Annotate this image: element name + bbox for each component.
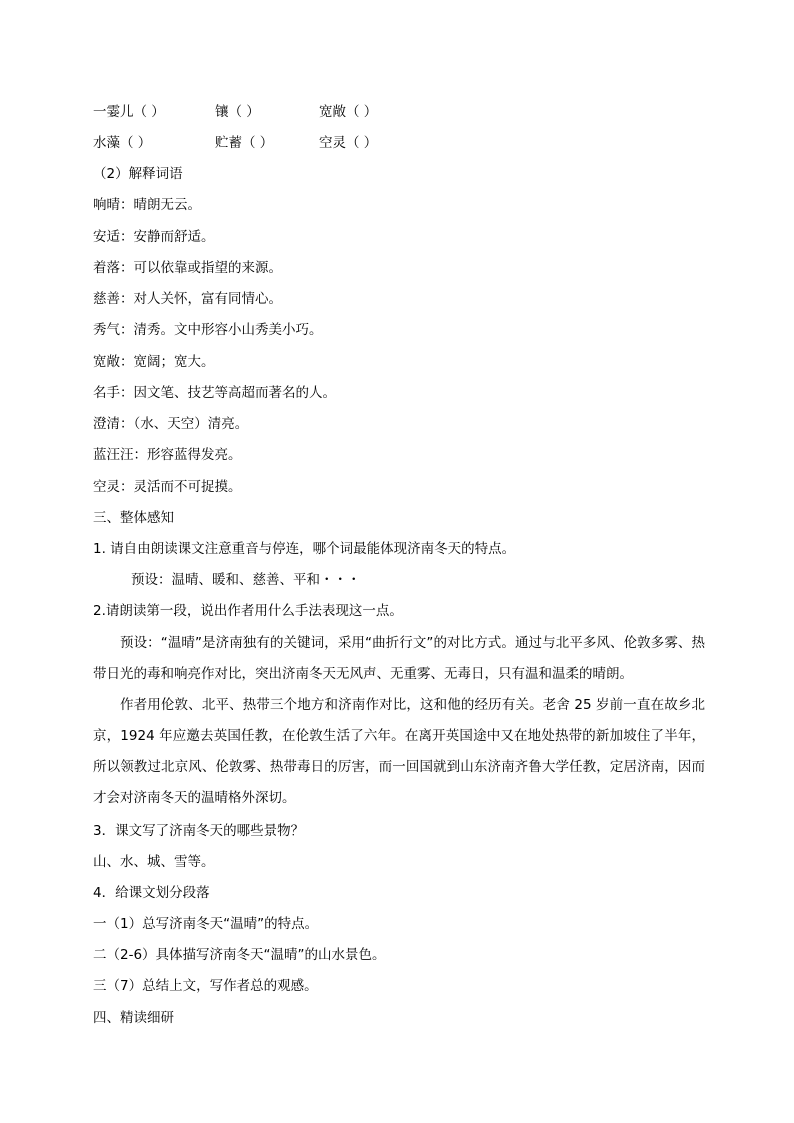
vocab-row-1 — [93, 102, 377, 122]
definition-item: 着落：可以依靠或指望的来源。 — [93, 260, 282, 276]
section-heading-close-reading: 四、精读细研 — [93, 1010, 174, 1026]
definition-item: 秀气：清秀。文中形容小山秀美小巧。 — [93, 322, 323, 338]
answer-paragraph: 作者用伦敦、北平、热带三个地方和济南作对比，这和他的经历有关。老舍 25 岁前一直在故乡北京，1924 年应邀去英国任教，在伦敦生活了六年。在离开英国途中又在地处热带的新加坡住了半年，所以领教过北京风、伦敦雾、热带毒日的厉害，而一回国就到山东济南齐鲁大学任教，定居济南，因而才会对济南冬天的温晴格外深切。 — [93, 697, 705, 806]
definition-item: 慈善：对人关怀，富有同情心。 — [93, 291, 282, 307]
definition-item: 宽敞：宽阔；宽大。 — [93, 354, 215, 370]
question-2: 2.请朗读第一段，说出作者用什么手法表现这一点。 — [93, 603, 403, 619]
question-1: 1. 请自由朗读课文注意重音与停连，哪个词最能体现济南冬天的特点。 — [93, 541, 516, 557]
definition-item: 安适：安静而舒适。 — [93, 229, 215, 245]
definition-item: 澄清：（水、天空）清亮。 — [93, 416, 249, 432]
question-4: 4．给课文划分段落 — [93, 885, 210, 901]
definition-item: 响晴：晴朗无云。 — [93, 197, 201, 213]
paragraph-division-item: 三（7）总结上文，写作者总的观感。 — [93, 978, 318, 994]
vocab-item: 水藻（ ） — [93, 135, 152, 151]
question-3: 3．课文写了济南冬天的哪些景物？ — [93, 823, 305, 839]
definition-item: 蓝汪汪：形容蓝得发亮。 — [93, 447, 242, 463]
vocab-item: 镶（ ） — [215, 104, 260, 120]
definition-item: 名手：因文笔、技艺等高超而著名的人。 — [93, 385, 336, 401]
section-heading-explain-words: （2）解释词语 — [93, 166, 183, 182]
definition-item: 空灵：灵活而不可捉摸。 — [93, 479, 242, 495]
question-3-answer: 山、水、城、雪等。 — [93, 854, 215, 870]
vocab-item: 一霎儿（ ） — [93, 104, 165, 120]
vocab-item: 贮蓄（ ） — [215, 135, 274, 151]
paragraph-division-item: 二（2-6）具体描写济南冬天“温晴”的山水景色。 — [93, 947, 386, 963]
vocab-item: 空灵（ ） — [319, 135, 378, 151]
paragraph-division-item: 一（1）总写济南冬天“温晴”的特点。 — [93, 916, 319, 932]
question-1-answer: 预设：温晴、暖和、慈善、平和・・・ — [131, 572, 361, 588]
vocab-row-2 — [93, 133, 377, 153]
question-2-answer — [93, 628, 705, 814]
vocab-item: 宽敞（ ） — [319, 104, 378, 120]
answer-paragraph: 预设：“温晴”是济南独有的关键词，采用“曲折行文”的对比方式。通过与北平多风、伦敦多雾、热带日光的毒和响亮作对比，突出济南冬天无风声、无重雾、无毒日，只有温和温柔的晴朗。 — [93, 635, 705, 682]
section-heading-overall: 三、整体感知 — [93, 510, 174, 526]
